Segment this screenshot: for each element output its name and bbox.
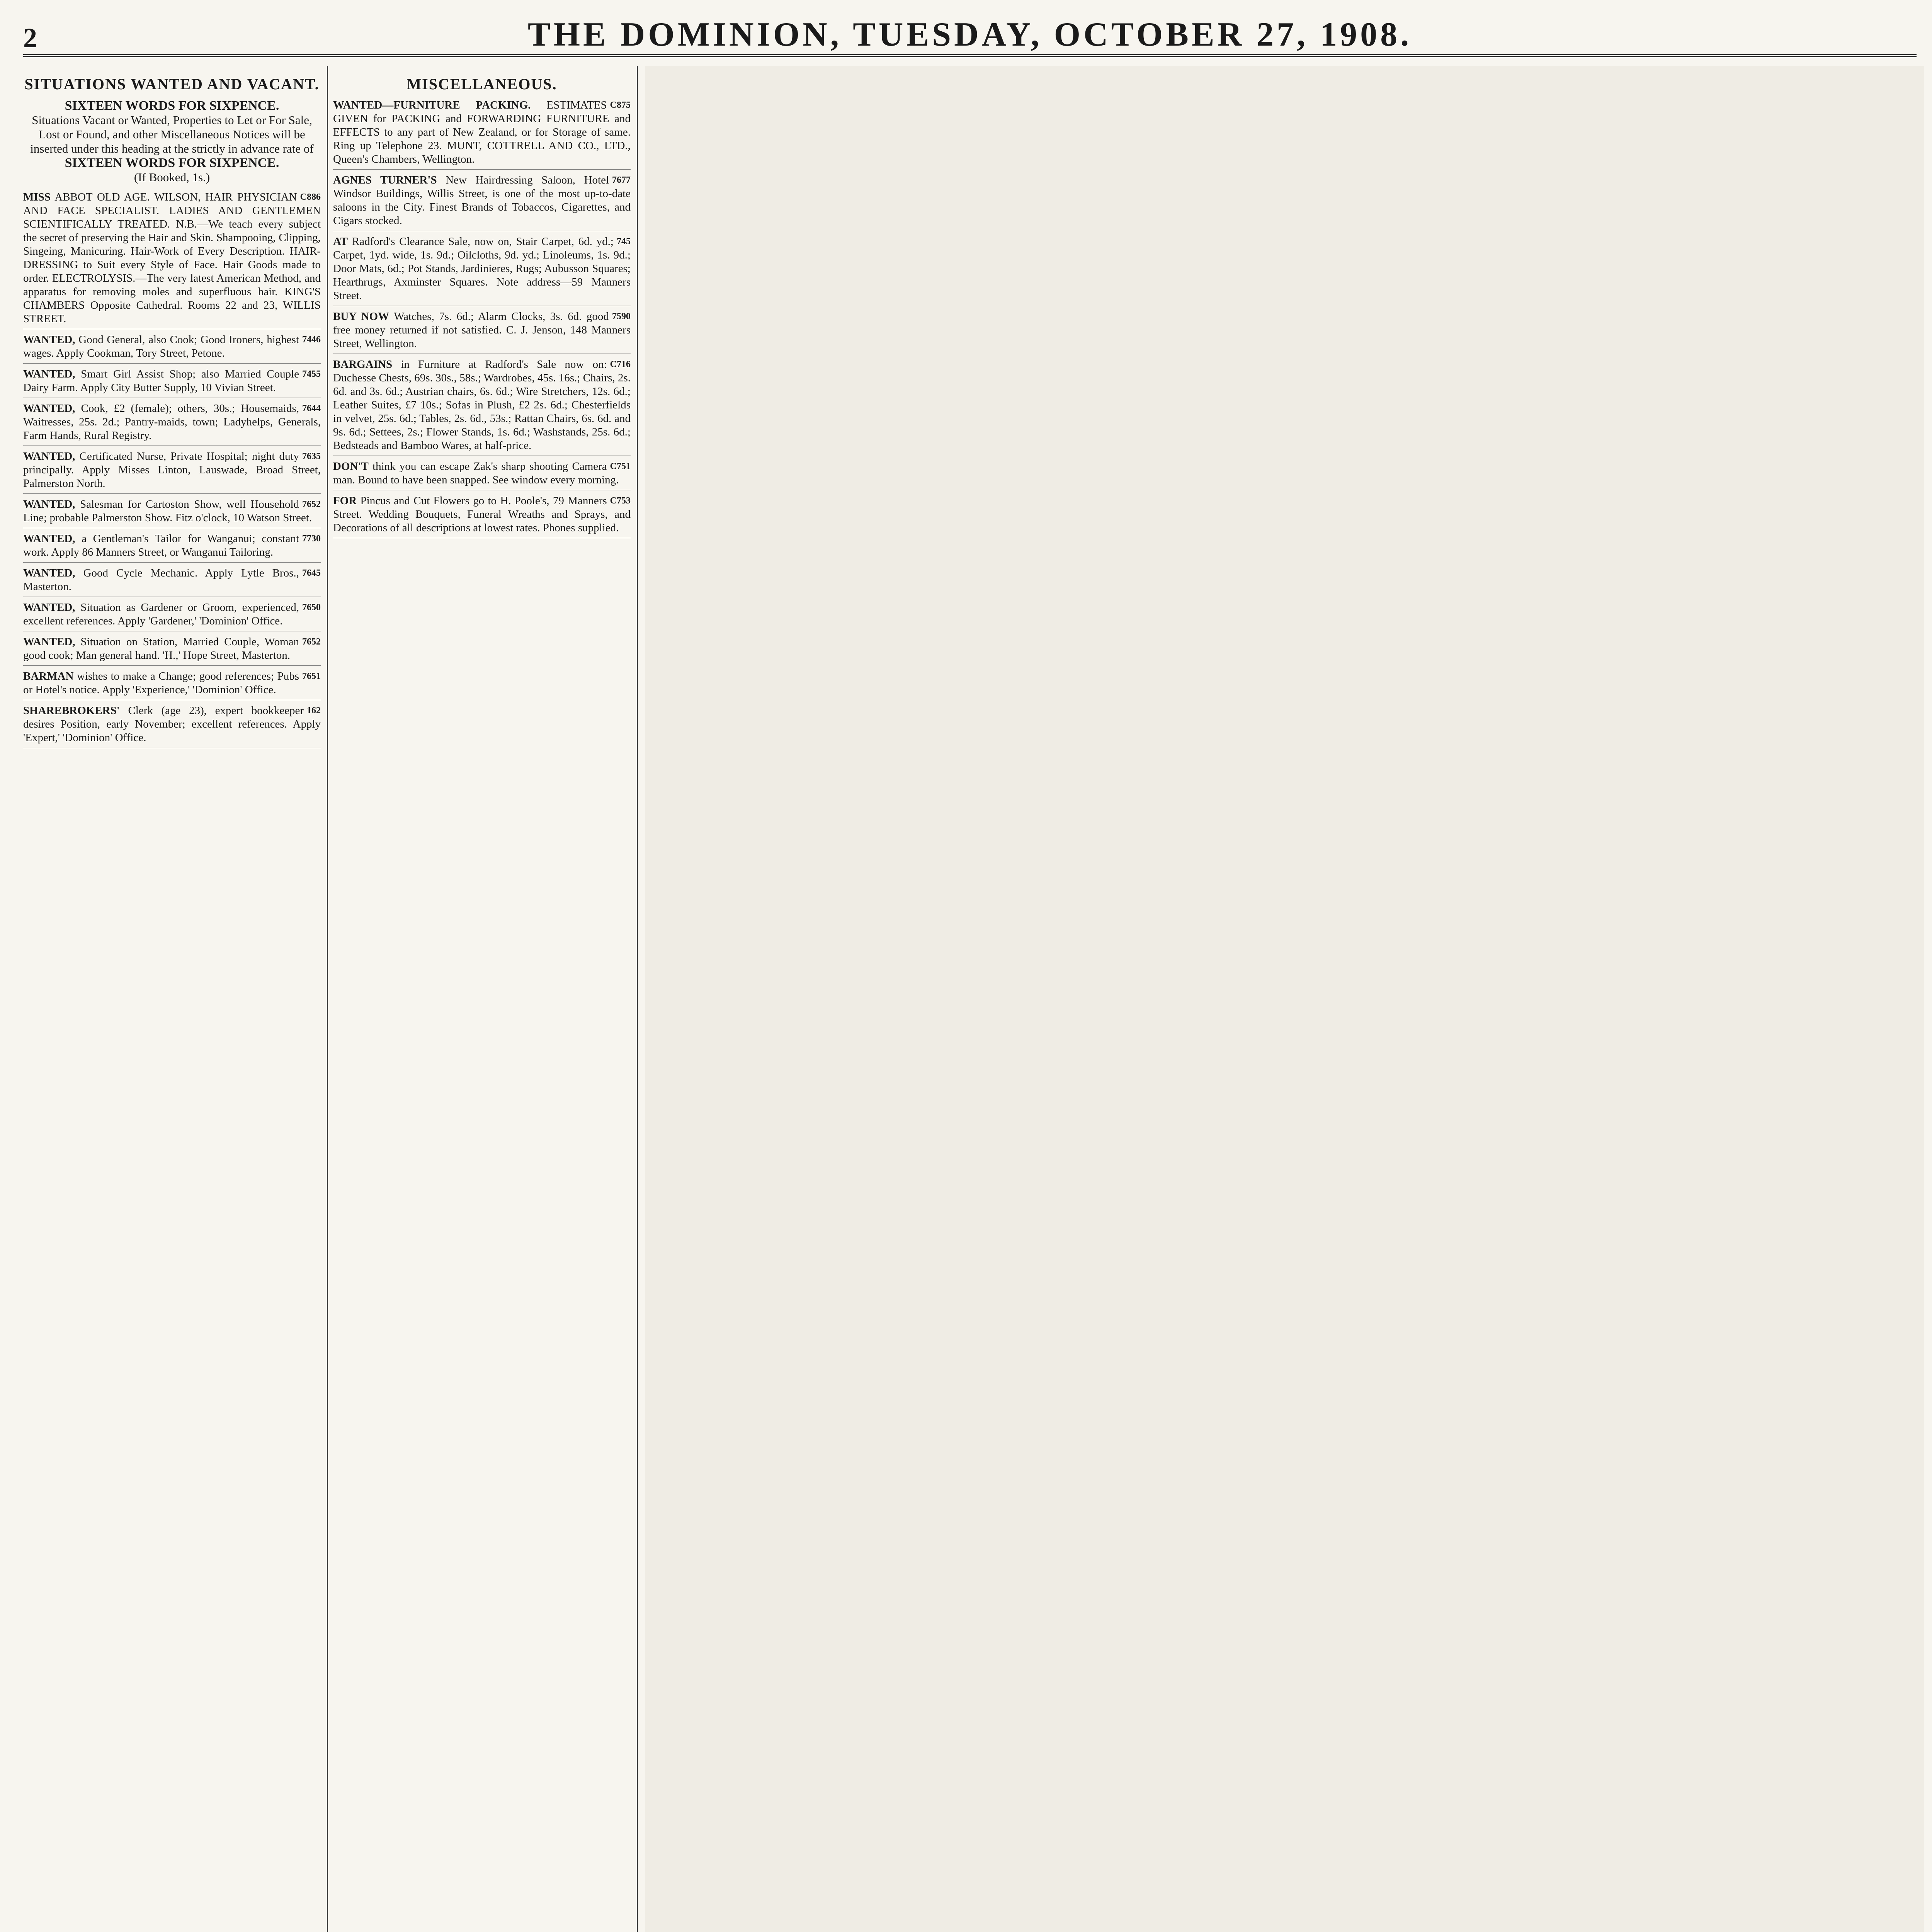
classified-ad <box>23 367 321 398</box>
column-rule <box>637 66 638 1932</box>
ad-reference: 162 <box>307 706 321 716</box>
ad-text: wishes to make a Change; good references; Pubs or Hotel's notice. Apply 'Experience,' 'Dominion' Office. <box>23 670 299 696</box>
ad-text: Certificated Nurse, Private Hospital; night duty principally. Apply Misses Linton, Lauswade, Broad Street, Palmerston North. <box>23 450 321 490</box>
ad-reference: 7650 <box>302 602 321 612</box>
ad-reference: 7635 <box>302 451 321 461</box>
ad-reference: 7446 <box>302 335 321 345</box>
ad-text: Situation on Station, Married Couple, Woman good cook; Man general hand. 'H.,' Hope Street, Masterton. <box>23 636 299 662</box>
ad-lead: DON'T <box>333 460 369 473</box>
intro-line-1: SIXTEEN WORDS FOR SIXPENCE. <box>65 99 279 113</box>
classified-ad <box>333 235 631 306</box>
ad-text: in Furniture at Radford's Sale now on: Duchesse Chests, 69s. 30s., 58s.; Wardrobes, 45s. 16s.; Chairs, 2s. 6d. and 3s. 6d.; Austrian chairs, 6s. 6d.; Wire Stretchers, 12s. 6d.; Leather Suites, £7 10s.; Sofas in Plush, £2 2s. 6d.; Chesterfields in velvet, 25s. 6d.; Tables, 2s. 6d., 53s.; Rattan Chairs, 6s. 6d. and 9s. 6d.; Settees, 2s.; Flower Stands, 1s. 6d.; Washstands, 25s. 6d.; Bedsteads and Bamboo Wares, at half-price. <box>333 358 631 452</box>
section-intro <box>27 99 317 184</box>
ad-reference: 7590 <box>612 311 631 321</box>
ad-lead: WANTED, <box>23 368 75 380</box>
column-situations <box>23 66 321 1932</box>
column-miscellaneous <box>333 66 631 1932</box>
ad-reference: C753 <box>610 496 631 506</box>
classified-ad <box>333 99 631 170</box>
ad-lead: WANTED, <box>23 636 75 648</box>
page-header <box>23 12 1917 57</box>
ad-reference: 7677 <box>612 175 631 185</box>
ad-lead: AGNES TURNER'S <box>333 174 437 186</box>
classified-ad <box>333 310 631 354</box>
classified-ad <box>23 402 321 446</box>
ad-lead: WANTED, <box>23 498 75 510</box>
classified-ad <box>23 450 321 494</box>
ad-reference: 7652 <box>302 499 321 509</box>
ad-lead: BARGAINS <box>333 358 393 371</box>
classified-ad <box>23 566 321 597</box>
classified-ad <box>333 460 631 490</box>
ad-text: think you can escape Zak's sharp shooting Camera man. Bound to have been snapped. See window every morning. <box>333 460 619 486</box>
ad-reference: 7730 <box>302 534 321 544</box>
ad-text: ESTIMATES GIVEN for PACKING and FORWARDING FURNITURE and EFFECTS to any part of New Zealand, or for Storage of same. Ring up Telephone 23. MUNT, COTTRELL AND CO., LTD., Queen's Chambers, Wellington. <box>333 99 631 165</box>
ad-text: Cook, £2 (female); others, 30s.; Housemaids, Waitresses, 25s. 2d.; Pantry-maids, town; Ladyhelps, Generals, Farm Hands, Rural Registry. <box>23 402 321 442</box>
intro-body: Situations Vacant or Wanted, Properties to Let or For Sale, Lost or Found, and other Miscellaneous Notices will be inserted under this heading at the strictly in advance rate of <box>30 113 314 155</box>
classified-ad <box>333 494 631 538</box>
ad-text: Situation as Gardener or Groom, experienced, excellent references. Apply 'Gardener,' 'Dominion' Office. <box>23 601 299 627</box>
classified-ad <box>23 532 321 563</box>
ad-lead: MISS <box>23 191 51 203</box>
ad-lead: AT <box>333 235 348 248</box>
classified-ad <box>23 670 321 700</box>
column-rule <box>327 66 328 1932</box>
ad-reference: 7651 <box>302 671 321 681</box>
ad-lead: WANTED, <box>23 333 75 346</box>
classified-ad <box>23 498 321 528</box>
ad-lead: WANTED, <box>23 567 75 579</box>
classified-ad <box>23 704 321 748</box>
ad-lead: FOR <box>333 495 357 507</box>
ad-text: Good General, also Cook; Good Ironers, highest wages. Apply Cookman, Tory Street, Petone. <box>23 333 299 359</box>
ad-text: Smart Girl Assist Shop; also Married Couple Dairy Farm. Apply City Butter Supply, 10 Vivian Street. <box>23 368 299 394</box>
intro-line-3: (If Booked, 1s.) <box>134 170 210 184</box>
ad-reference: 745 <box>617 236 631 247</box>
ad-lead: WANTED—FURNITURE PACKING. <box>333 99 531 111</box>
ad-reference: 7652 <box>302 637 321 647</box>
ad-text: Watches, 7s. 6d.; Alarm Clocks, 3s. 6d. good free money returned if not satisfied. C. J. Jenson, 148 Manners Street, Wellington. <box>333 310 631 350</box>
ad-lead: WANTED, <box>23 532 75 545</box>
classified-ad <box>23 333 321 364</box>
ad-text: a Gentleman's Tailor for Wanganui; constant work. Apply 86 Manners Street, or Wanganui Tailoring. <box>23 532 299 558</box>
ad-text: Good Cycle Mechanic. Apply Lytle Bros., Masterton. <box>23 567 299 593</box>
ad-lead: BARMAN <box>23 670 74 682</box>
ad-reference: 7455 <box>302 369 321 379</box>
ads-list-2 <box>333 99 631 538</box>
classified-ad <box>23 190 321 329</box>
classified-ad <box>333 173 631 231</box>
ads-list-1 <box>23 190 321 748</box>
masthead: THE DOMINION, TUESDAY, OCTOBER 27, 1908. <box>527 16 1412 53</box>
ad-reference: 7644 <box>302 403 321 413</box>
ad-lead: WANTED, <box>23 601 75 614</box>
ad-reference: 7645 <box>302 568 321 578</box>
ad-reference: C875 <box>610 100 631 110</box>
ad-reference: C716 <box>610 359 631 369</box>
ad-lead: WANTED, <box>23 450 75 463</box>
ad-lead: WANTED, <box>23 402 75 415</box>
remaining-page-content <box>645 66 1924 1932</box>
ad-text: Pincus and Cut Flowers go to H. Poole's, 79 Manners Street. Wedding Bouquets, Funeral Wreaths and Sprays, and Decorations of all descriptions at lowest rates. Phones supplied. <box>333 495 631 534</box>
page-number: 2 <box>23 22 37 53</box>
ad-lead: SHAREBROKERS' <box>23 704 120 717</box>
ad-text: New Hairdressing Saloon, Hotel Windsor Buildings, Willis Street, is one of the most up-to-date saloons in the City. Finest Brands of Tobaccos, Cigarettes, and Cigars stocked. <box>333 174 631 227</box>
ad-text: Radford's Clearance Sale, now on, Stair Carpet, 6d. yd.; Carpet, 1yd. wide, 1s. 9d.; Oilcloths, 9d. yd.; Linoleums, 1s. 9d.; Door Mats, 6d.; Pot Stands, Jardinieres, Rugs; Aubusson Squares; Hearthrugs, Axminster Squares. Note address—59 Manners Street. <box>333 235 631 302</box>
classified-ad <box>23 601 321 631</box>
section-title: SITUATIONS WANTED AND VACANT. <box>24 75 320 93</box>
intro-line-2: SIXTEEN WORDS FOR SIXPENCE. <box>65 156 279 170</box>
ad-lead: BUY NOW <box>333 310 389 323</box>
classified-ad <box>23 635 321 666</box>
ad-reference: C751 <box>610 461 631 471</box>
ad-text: ABBOT OLD AGE. WILSON, HAIR PHYSICIAN AND FACE SPECIALIST. LADIES AND GENTLEMEN SCIENTIFICALLY TREATED. N.B.—We teach every subject the secret of preserving the Hair and Skin. Shampooing, Clipping, Singeing, Manicuring. Hair-Work of Every Description. HAIR-DRESSING to Suit every Style of Face. Hair Goods made to order. ELECTROLYSIS.—The very latest American Method, and apparatus for removing moles and superfluous hair. KING'S CHAMBERS Opposite Cathedral. Rooms 22 and 23, WILLIS STREET. <box>23 191 321 325</box>
ad-reference: C886 <box>300 192 321 202</box>
section-title: MISCELLANEOUS. <box>406 75 557 93</box>
ad-text: Salesman for Cartoston Show, well Household Line; probable Palmerston Show. Fitz o'clock, 10 Watson Street. <box>23 498 312 524</box>
ad-text: Clerk (age 23), expert bookkeeper desires Position, early November; excellent references. Apply 'Expert,' 'Dominion' Office. <box>23 704 321 744</box>
classified-ad <box>333 358 631 456</box>
